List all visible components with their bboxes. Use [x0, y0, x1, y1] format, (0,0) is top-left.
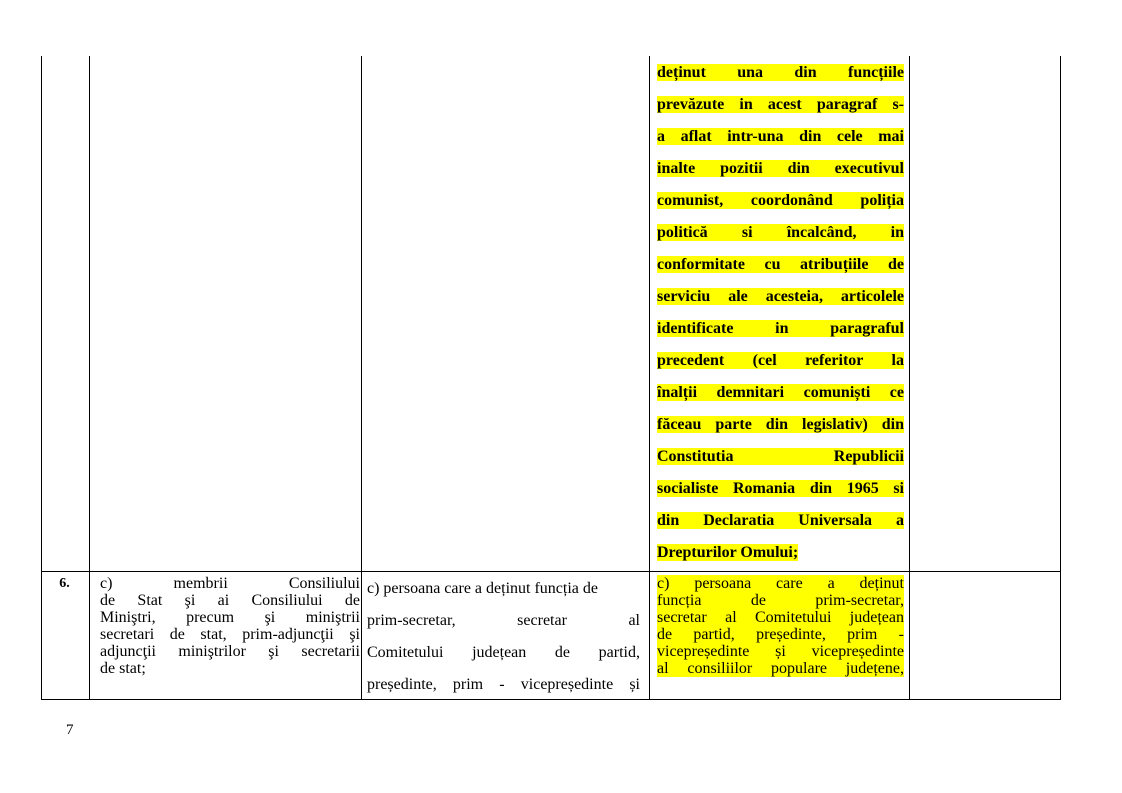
text-line: funcția de prim-secretar,	[657, 592, 904, 609]
text-line: de Stat şi ai Consiliului de	[100, 592, 360, 609]
text-line: adjuncţii miniştrilor şi secretarii	[100, 643, 360, 660]
row6-initiative-cell	[367, 573, 640, 701]
text-line: Miniştri, precum şi miniştrii	[100, 609, 360, 626]
row6-current-law-cell	[100, 573, 360, 677]
text-line: Comitetului județean de partid,	[367, 644, 640, 661]
text-line: secretar al Comitetului județean	[657, 609, 904, 626]
text-line: inalte pozitii din executivul	[657, 160, 904, 177]
text-line: serviciu ale acesteia, articolele	[657, 288, 904, 305]
continued-row-proposal-cell	[657, 56, 904, 568]
text-line: înalții demnitari comuniști ce	[657, 384, 904, 401]
text-line: identificate in paragraful	[657, 320, 904, 337]
text-line: politică si încalcând, in	[657, 224, 904, 241]
text-line: al consiliilor populare județene,	[657, 660, 904, 677]
text-line: c) membrii Consiliului	[100, 575, 360, 592]
text-line: Constitutia Republicii	[657, 448, 904, 465]
comparison-table	[41, 56, 1061, 700]
text-line: socialiste Romania din 1965 si	[657, 480, 904, 497]
text-line: c) persoana care a deținut funcția de	[367, 580, 598, 597]
text-line: prim-secretar, secretar al	[367, 612, 640, 629]
text-line: comunist, coordonând poliția	[657, 192, 904, 209]
text-line: din Declaratia Universala a	[657, 512, 904, 529]
table-border-left	[41, 56, 42, 700]
row6-proposal-cell	[657, 573, 904, 677]
text-line: precedent (cel referitor la	[657, 352, 904, 369]
text-line: președinte, prim - vicepreședinte și	[367, 676, 640, 693]
text-line: de partid, președinte, prim -	[657, 626, 904, 643]
column-divider-1	[89, 56, 90, 700]
row-divider	[41, 571, 1061, 572]
text-line: făceau parte din legislativ) din	[657, 416, 904, 433]
table-border-right	[1060, 56, 1061, 700]
text-line: deținut una din funcțiile	[657, 64, 904, 81]
text-line: c) persoana care a deținut	[657, 575, 904, 592]
text-line: vicepreședinte și vicepreședinte	[657, 643, 904, 660]
row-number: 6.	[59, 576, 70, 591]
column-divider-3	[649, 56, 650, 700]
text-line: a aflat intr-una din cele mai	[657, 128, 904, 145]
column-divider-2	[361, 56, 362, 700]
page-number: 7	[66, 722, 74, 738]
column-divider-4	[909, 56, 910, 700]
text-line: secretari de stat, prim-adjuncţii şi	[100, 626, 360, 643]
text-line: prevăzute in acest paragraf s-	[657, 96, 904, 113]
text-line: conformitate cu atribuțiile de	[657, 256, 904, 273]
text-line: de stat;	[100, 660, 146, 677]
text-line: Drepturilor Omului;	[657, 544, 799, 561]
